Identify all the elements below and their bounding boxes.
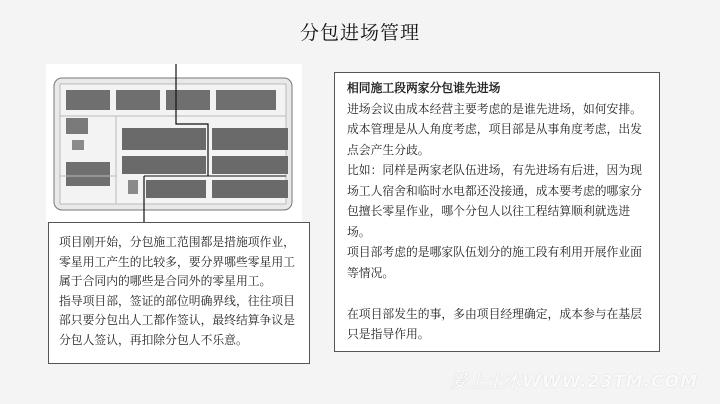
right-note-closing: 在项目部发生的事，多由项目经理确定，成本参与在基层只是指导作用。 — [347, 306, 642, 341]
watermark: 爱上土木WWW.23TM.COM — [450, 372, 698, 392]
right-note-paragraph-3: 比如：同样是两家老队伍进场，有先进场有后进，因为现场工人宿舍和临时水电都还没接通，成本要考虑的哪家分包擅长零星作业，哪个分包人以往工程结算顺利就选进场。 — [347, 163, 642, 239]
right-note-paragraph-1: 进场会议由成本经营主要考虑的是谁先进场，如何安排。 — [347, 101, 642, 116]
site-plan-drawing — [46, 64, 302, 222]
right-note-paragraph-4: 项目部考虑的是哪家队伍划分的施工段有利用开展作业面等情况。 — [347, 245, 642, 280]
right-note-box — [334, 72, 660, 352]
right-note-paragraph-2: 成本管理是从人角度考虑，项目部是从事角度考虑，出发点会产生分歧。 — [347, 122, 642, 157]
left-note-box — [48, 222, 310, 364]
page-title: 分包进场管理 — [299, 22, 420, 44]
left-note-paragraph-1: 项目刚开始，分包施工范围都是措施项作业，零星用工产生的比较多，要分界哪些零星用工属于合同内的哪些是合同外的零星用工。 — [59, 235, 295, 289]
left-note-paragraph-2: 指导项目部，签证的部位明确界线，往往项目部只要分包出人工都作签认，最终结算争议是分包人签认，再扣除分包人不乐意。 — [59, 293, 295, 347]
right-note-heading: 相同施工段两家分包谁先进场 — [347, 81, 501, 95]
paragraph-spacer — [347, 283, 651, 304]
